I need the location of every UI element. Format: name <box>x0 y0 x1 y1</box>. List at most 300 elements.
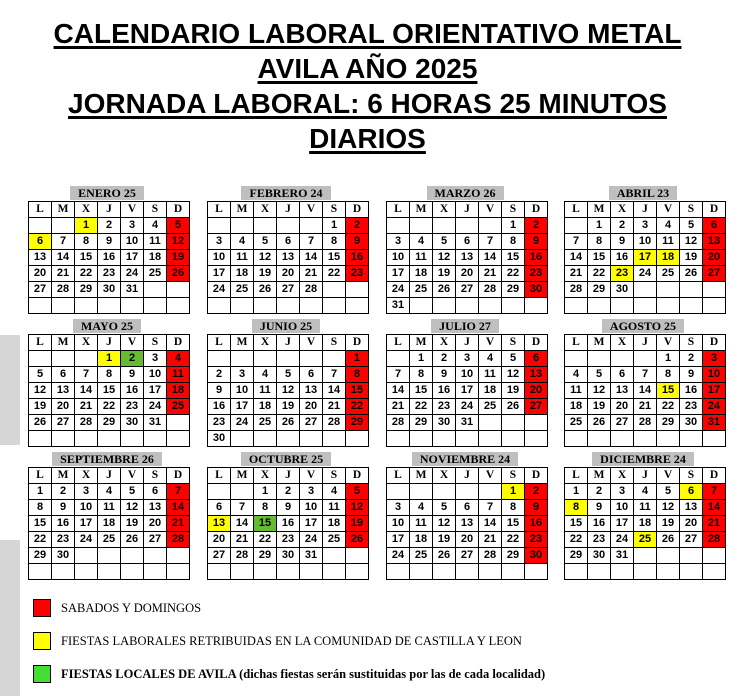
empty-cell <box>634 298 657 314</box>
day-cell: 3 <box>456 351 479 367</box>
day-cell: 1 <box>323 218 346 234</box>
day-cell: 3 <box>387 234 410 250</box>
empty-cell <box>588 431 611 447</box>
empty-cell <box>565 218 588 234</box>
empty-cell <box>703 548 726 564</box>
day-cell: 14 <box>75 383 98 399</box>
day-cell: 22 <box>502 532 525 548</box>
weekday-header: S <box>144 468 167 484</box>
day-cell: 11 <box>254 383 277 399</box>
weekday-header: X <box>254 468 277 484</box>
day-cell: 8 <box>410 367 433 383</box>
day-cell: 28 <box>479 282 502 298</box>
day-cell: 2 <box>433 351 456 367</box>
weekday-header: X <box>254 202 277 218</box>
day-cell: 21 <box>479 532 502 548</box>
legend-regional-holiday <box>33 631 522 651</box>
day-cell: 9 <box>611 234 634 250</box>
empty-cell <box>323 298 346 314</box>
day-cell: 8 <box>75 234 98 250</box>
empty-cell <box>387 218 410 234</box>
weekday-header: L <box>29 202 52 218</box>
day-cell: 9 <box>121 367 144 383</box>
day-cell: 21 <box>231 532 254 548</box>
weekday-header: L <box>565 202 588 218</box>
day-cell: 4 <box>144 218 167 234</box>
empty-cell <box>52 431 75 447</box>
day-cell: 6 <box>52 367 75 383</box>
empty-cell <box>410 484 433 500</box>
day-cell: 4 <box>98 484 121 500</box>
day-cell: 21 <box>387 399 410 415</box>
weekday-header: X <box>433 202 456 218</box>
day-cell: 27 <box>300 415 323 431</box>
day-cell: 4 <box>410 500 433 516</box>
empty-cell <box>588 351 611 367</box>
title-line: AVILA AÑO 2025 <box>257 53 478 84</box>
day-cell: 26 <box>502 399 525 415</box>
weekday-header: L <box>387 335 410 351</box>
day-cell: 24 <box>634 266 657 282</box>
day-cell: 1 <box>565 484 588 500</box>
weekday-header: J <box>98 335 121 351</box>
day-cell: 26 <box>680 266 703 282</box>
weekday-header: V <box>479 468 502 484</box>
weekday-header: D <box>167 468 190 484</box>
day-cell: 22 <box>588 266 611 282</box>
day-cell: 8 <box>565 500 588 516</box>
day-cell: 16 <box>433 383 456 399</box>
day-cell: 12 <box>167 234 190 250</box>
day-cell: 18 <box>479 383 502 399</box>
weekday-header: V <box>121 468 144 484</box>
empty-cell <box>277 218 300 234</box>
empty-cell <box>387 431 410 447</box>
day-cell: 1 <box>410 351 433 367</box>
weekday-header: D <box>525 335 548 351</box>
day-cell: 8 <box>588 234 611 250</box>
month-table <box>28 334 190 447</box>
empty-cell <box>346 548 369 564</box>
month-table <box>386 334 548 447</box>
day-cell: 17 <box>611 516 634 532</box>
empty-cell <box>254 351 277 367</box>
weekday-header: S <box>680 202 703 218</box>
weekday-header: L <box>208 202 231 218</box>
day-cell: 22 <box>657 399 680 415</box>
month-calendar <box>207 452 365 580</box>
day-cell: 25 <box>144 266 167 282</box>
day-cell: 30 <box>52 548 75 564</box>
day-cell: 6 <box>456 234 479 250</box>
month-calendar <box>28 319 186 447</box>
day-cell: 9 <box>525 500 548 516</box>
weekday-header: J <box>634 335 657 351</box>
day-cell: 25 <box>565 415 588 431</box>
empty-cell <box>565 351 588 367</box>
day-cell: 22 <box>565 532 588 548</box>
day-cell: 17 <box>387 532 410 548</box>
weekday-header: L <box>565 335 588 351</box>
day-cell: 3 <box>300 484 323 500</box>
empty-cell <box>703 564 726 580</box>
legend-local-text: FIESTAS LOCALES DE AVILA (dichas fiestas serán sustituidas por las de cada localidad) <box>61 666 546 681</box>
empty-cell <box>231 484 254 500</box>
day-cell: 11 <box>98 500 121 516</box>
day-cell: 29 <box>410 415 433 431</box>
weekday-header: X <box>611 468 634 484</box>
day-cell: 29 <box>657 415 680 431</box>
weekday-header: V <box>121 335 144 351</box>
day-cell: 19 <box>657 516 680 532</box>
day-cell: 17 <box>208 266 231 282</box>
day-cell: 22 <box>502 266 525 282</box>
day-cell: 4 <box>657 218 680 234</box>
day-cell: 9 <box>208 383 231 399</box>
empty-cell <box>657 282 680 298</box>
empty-cell <box>75 431 98 447</box>
empty-cell <box>433 484 456 500</box>
day-cell: 17 <box>231 399 254 415</box>
day-cell: 29 <box>502 548 525 564</box>
day-cell: 12 <box>588 383 611 399</box>
month-title <box>207 452 365 467</box>
day-cell: 15 <box>323 250 346 266</box>
day-cell: 24 <box>703 399 726 415</box>
weekday-header: M <box>410 335 433 351</box>
day-cell: 12 <box>277 383 300 399</box>
day-cell: 28 <box>634 415 657 431</box>
day-cell: 28 <box>52 282 75 298</box>
day-cell: 14 <box>634 383 657 399</box>
empty-cell <box>208 298 231 314</box>
day-cell: 11 <box>634 500 657 516</box>
day-cell: 10 <box>208 250 231 266</box>
day-cell: 13 <box>703 234 726 250</box>
empty-cell <box>433 564 456 580</box>
empty-cell <box>680 431 703 447</box>
day-cell: 13 <box>525 367 548 383</box>
month-table <box>386 201 548 314</box>
day-cell: 2 <box>121 351 144 367</box>
day-cell: 31 <box>300 548 323 564</box>
day-cell: 15 <box>410 383 433 399</box>
day-cell: 3 <box>144 351 167 367</box>
empty-cell <box>433 298 456 314</box>
empty-cell <box>433 431 456 447</box>
day-cell: 3 <box>387 500 410 516</box>
day-cell: 16 <box>98 250 121 266</box>
empty-cell <box>121 431 144 447</box>
empty-cell <box>300 351 323 367</box>
day-cell: 11 <box>657 234 680 250</box>
month-table <box>564 201 726 314</box>
empty-cell <box>680 282 703 298</box>
weekday-header: S <box>323 335 346 351</box>
day-cell: 1 <box>29 484 52 500</box>
day-cell: 16 <box>525 250 548 266</box>
day-cell: 4 <box>254 367 277 383</box>
day-cell: 28 <box>323 415 346 431</box>
month-title <box>386 319 544 334</box>
day-cell: 18 <box>167 383 190 399</box>
day-cell: 18 <box>410 266 433 282</box>
weekday-header: M <box>231 468 254 484</box>
day-cell: 7 <box>565 234 588 250</box>
empty-cell <box>611 298 634 314</box>
empty-cell <box>588 298 611 314</box>
day-cell: 17 <box>75 516 98 532</box>
day-cell: 20 <box>277 266 300 282</box>
day-cell: 14 <box>52 250 75 266</box>
weekday-header: L <box>387 202 410 218</box>
empty-cell <box>479 415 502 431</box>
day-cell: 16 <box>52 516 75 532</box>
empty-cell <box>680 298 703 314</box>
empty-cell <box>254 564 277 580</box>
weekday-header: X <box>433 335 456 351</box>
day-cell: 23 <box>588 532 611 548</box>
day-cell: 9 <box>98 234 121 250</box>
day-cell: 17 <box>121 250 144 266</box>
empty-cell <box>167 564 190 580</box>
day-cell: 2 <box>611 218 634 234</box>
day-cell: 14 <box>387 383 410 399</box>
weekday-header: X <box>75 202 98 218</box>
empty-cell <box>121 298 144 314</box>
weekday-header: J <box>456 202 479 218</box>
empty-cell <box>703 431 726 447</box>
day-cell: 30 <box>680 415 703 431</box>
empty-cell <box>121 564 144 580</box>
day-cell: 4 <box>565 367 588 383</box>
month-title-text: ENERO 25 <box>70 186 144 200</box>
empty-cell <box>75 351 98 367</box>
empty-cell <box>634 282 657 298</box>
day-cell: 24 <box>231 415 254 431</box>
day-cell: 10 <box>75 500 98 516</box>
day-cell: 24 <box>387 282 410 298</box>
day-cell: 8 <box>98 367 121 383</box>
month-title <box>386 186 544 201</box>
left-decoration <box>0 540 20 696</box>
day-cell: 15 <box>588 250 611 266</box>
day-cell: 14 <box>231 516 254 532</box>
day-cell: 29 <box>565 548 588 564</box>
day-cell: 15 <box>657 383 680 399</box>
day-cell: 6 <box>680 484 703 500</box>
weekday-header: M <box>52 202 75 218</box>
day-cell: 8 <box>502 500 525 516</box>
day-cell: 8 <box>29 500 52 516</box>
empty-cell <box>433 218 456 234</box>
empty-cell <box>323 564 346 580</box>
empty-cell <box>525 564 548 580</box>
day-cell: 15 <box>502 516 525 532</box>
weekday-header: D <box>525 468 548 484</box>
day-cell: 29 <box>98 415 121 431</box>
weekday-header: D <box>703 468 726 484</box>
empty-cell <box>346 564 369 580</box>
day-cell: 15 <box>75 250 98 266</box>
day-cell: 24 <box>300 532 323 548</box>
day-cell: 5 <box>277 367 300 383</box>
day-cell: 30 <box>525 282 548 298</box>
day-cell: 24 <box>75 532 98 548</box>
empty-cell <box>277 351 300 367</box>
day-cell: 20 <box>525 383 548 399</box>
day-cell: 28 <box>300 282 323 298</box>
day-cell: 10 <box>300 500 323 516</box>
day-cell: 23 <box>52 532 75 548</box>
day-cell: 31 <box>121 282 144 298</box>
empty-cell <box>611 351 634 367</box>
day-cell: 5 <box>680 218 703 234</box>
day-cell: 13 <box>300 383 323 399</box>
day-cell: 16 <box>346 250 369 266</box>
day-cell: 21 <box>703 516 726 532</box>
day-cell: 30 <box>98 282 121 298</box>
weekday-header: L <box>387 468 410 484</box>
month-table <box>564 334 726 447</box>
month-title-text: ABRIL 23 <box>609 186 677 200</box>
day-cell: 31 <box>387 298 410 314</box>
day-cell: 7 <box>479 500 502 516</box>
day-cell: 26 <box>29 415 52 431</box>
weekday-header: V <box>657 335 680 351</box>
empty-cell <box>29 351 52 367</box>
day-cell: 15 <box>254 516 277 532</box>
day-cell: 8 <box>657 367 680 383</box>
month-title-text: DICIEMBRE 24 <box>592 452 694 466</box>
day-cell: 27 <box>703 266 726 282</box>
day-cell: 14 <box>479 516 502 532</box>
day-cell: 27 <box>456 282 479 298</box>
day-cell: 7 <box>300 234 323 250</box>
local-holiday-swatch <box>33 665 51 683</box>
day-cell: 13 <box>144 500 167 516</box>
month-title-text: FEBRERO 24 <box>241 186 330 200</box>
day-cell: 27 <box>144 532 167 548</box>
day-cell: 9 <box>680 367 703 383</box>
day-cell: 13 <box>277 250 300 266</box>
day-cell: 10 <box>611 500 634 516</box>
day-cell: 13 <box>29 250 52 266</box>
day-cell: 22 <box>323 266 346 282</box>
weekday-header: M <box>410 468 433 484</box>
weekday-header: M <box>410 202 433 218</box>
day-cell: 12 <box>29 383 52 399</box>
day-cell: 17 <box>144 383 167 399</box>
day-cell: 30 <box>208 431 231 447</box>
empty-cell <box>277 564 300 580</box>
month-table <box>28 467 190 580</box>
day-cell: 7 <box>167 484 190 500</box>
legend-weekend-text: SABADOS Y DOMINGOS <box>61 600 202 615</box>
weekday-header: L <box>29 468 52 484</box>
month-calendar <box>564 186 722 314</box>
left-decoration <box>0 335 20 445</box>
day-cell: 11 <box>410 250 433 266</box>
day-cell: 12 <box>433 250 456 266</box>
weekday-header: J <box>277 468 300 484</box>
day-cell: 26 <box>433 548 456 564</box>
empty-cell <box>300 431 323 447</box>
day-cell: 2 <box>277 484 300 500</box>
day-cell: 11 <box>144 234 167 250</box>
weekday-header: J <box>277 335 300 351</box>
empty-cell <box>167 282 190 298</box>
day-cell: 12 <box>680 234 703 250</box>
day-cell: 21 <box>634 399 657 415</box>
day-cell: 6 <box>525 351 548 367</box>
day-cell: 7 <box>479 234 502 250</box>
day-cell: 1 <box>657 351 680 367</box>
day-cell: 26 <box>167 266 190 282</box>
day-cell: 18 <box>410 532 433 548</box>
empty-cell <box>29 298 52 314</box>
day-cell: 25 <box>410 282 433 298</box>
empty-cell <box>387 351 410 367</box>
day-cell: 27 <box>525 399 548 415</box>
day-cell: 16 <box>208 399 231 415</box>
empty-cell <box>231 298 254 314</box>
empty-cell <box>98 298 121 314</box>
weekday-header: D <box>346 468 369 484</box>
day-cell: 30 <box>121 415 144 431</box>
day-cell: 1 <box>75 218 98 234</box>
day-cell: 18 <box>323 516 346 532</box>
day-cell: 16 <box>121 383 144 399</box>
day-cell: 12 <box>346 500 369 516</box>
month-table <box>207 201 369 314</box>
day-cell: 19 <box>346 516 369 532</box>
day-cell: 6 <box>277 234 300 250</box>
weekday-header: V <box>300 335 323 351</box>
day-cell: 23 <box>433 399 456 415</box>
day-cell: 1 <box>254 484 277 500</box>
day-cell: 10 <box>144 367 167 383</box>
empty-cell <box>323 282 346 298</box>
day-cell: 14 <box>703 500 726 516</box>
month-title <box>207 319 365 334</box>
day-cell: 17 <box>634 250 657 266</box>
month-calendar <box>386 186 544 314</box>
month-table <box>207 334 369 447</box>
month-title-text: NOVIEMBRE 24 <box>412 452 518 466</box>
day-cell: 5 <box>167 218 190 234</box>
day-cell: 7 <box>703 484 726 500</box>
day-cell: 11 <box>323 500 346 516</box>
empty-cell <box>703 298 726 314</box>
day-cell: 5 <box>657 484 680 500</box>
day-cell: 2 <box>346 218 369 234</box>
day-cell: 11 <box>231 250 254 266</box>
empty-cell <box>588 564 611 580</box>
day-cell: 27 <box>277 282 300 298</box>
day-cell: 23 <box>98 266 121 282</box>
empty-cell <box>323 351 346 367</box>
day-cell: 26 <box>254 282 277 298</box>
month-title-text: OCTUBRE 25 <box>241 452 331 466</box>
weekday-header: S <box>680 335 703 351</box>
empty-cell <box>300 298 323 314</box>
weekday-header: S <box>680 468 703 484</box>
day-cell: 20 <box>456 266 479 282</box>
day-cell: 12 <box>121 500 144 516</box>
day-cell: 28 <box>479 548 502 564</box>
day-cell: 17 <box>300 516 323 532</box>
